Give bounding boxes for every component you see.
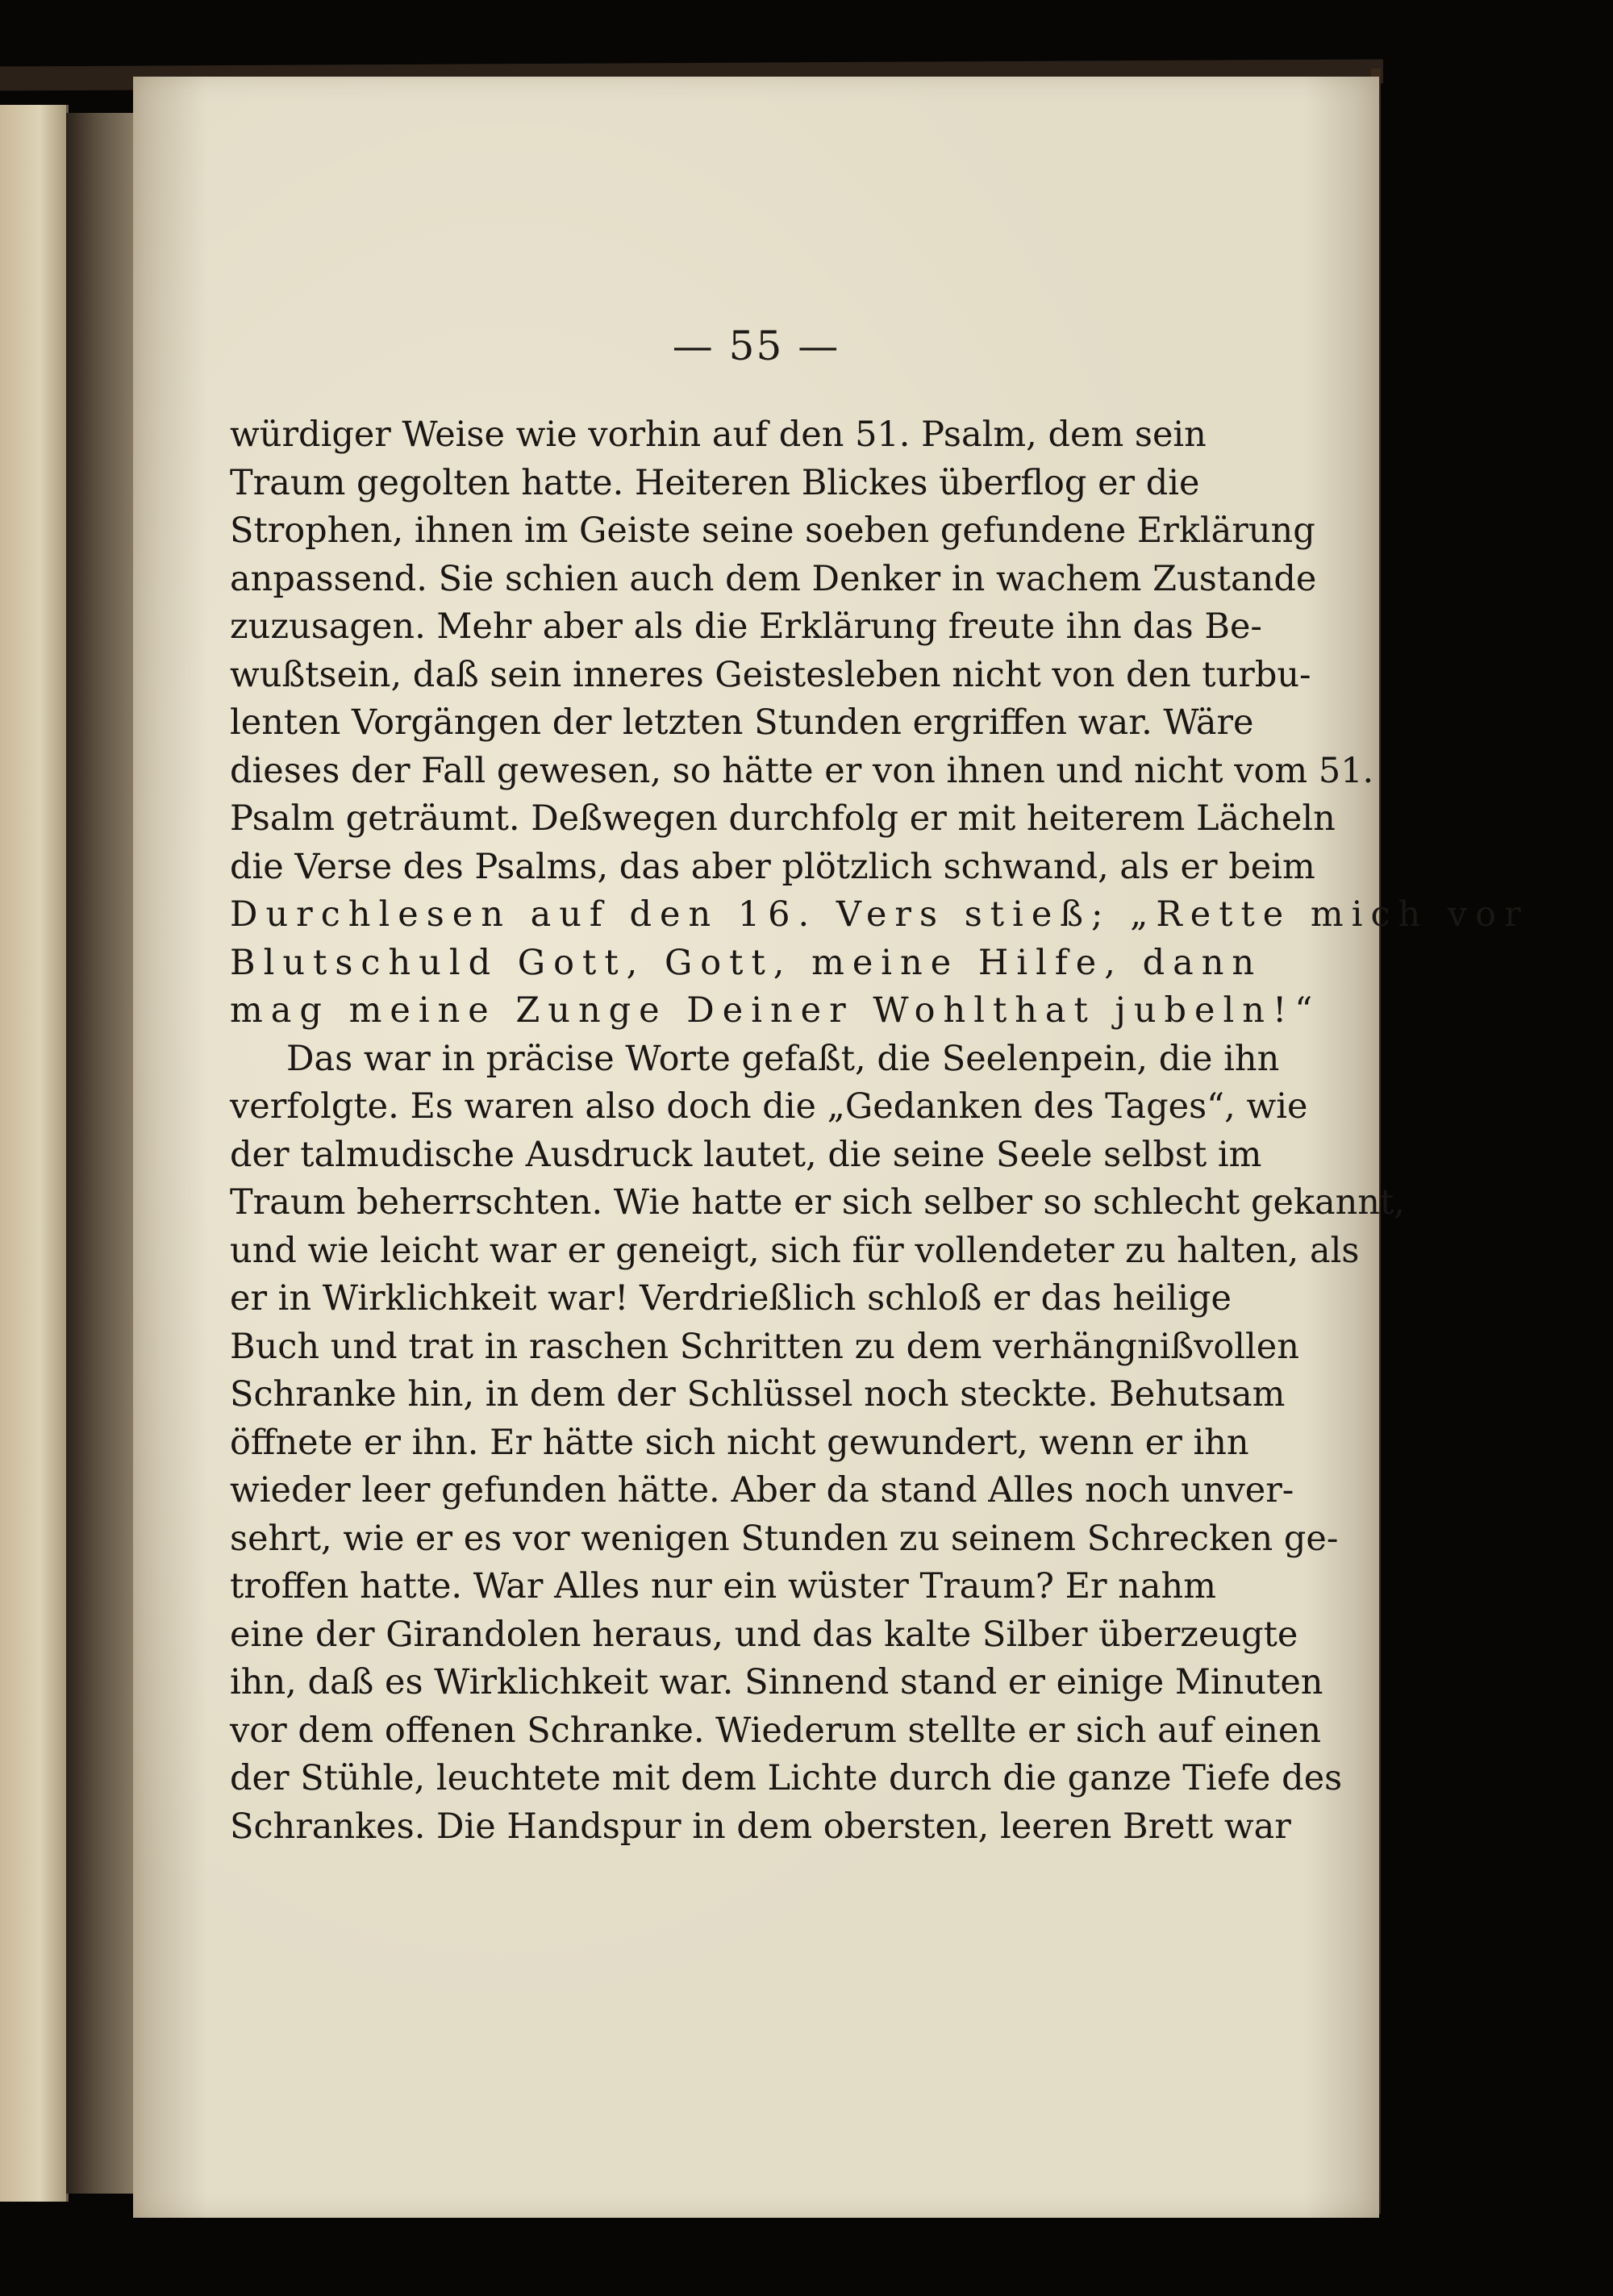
text-line: Schranke hin, in dem der Schlüssel noch steckte. Behutsam xyxy=(230,1374,1286,1415)
text-line: Strophen, ihnen im Geiste seine soeben gefundene Erklärung xyxy=(230,510,1315,551)
text-line: vor dem offenen Schranke. Wiederum stellte er sich auf einen xyxy=(230,1710,1322,1751)
text-line: Das war in präcise Worte gefaßt, die Seelenpein, die ihn xyxy=(286,1038,1280,1079)
text-line: mag meine Zunge Deiner Wohlthat jubeln!“ xyxy=(230,990,1321,1031)
text-line: der talmudische Ausdruck lautet, die seine Seele selbst im xyxy=(230,1134,1262,1175)
book-gutter xyxy=(66,113,139,2194)
text-line: sehrt, wie er es vor wenigen Stunden zu seinem Schrecken ge- xyxy=(230,1518,1339,1559)
page-number: — 55 — xyxy=(672,323,840,369)
text-line: würdiger Weise wie vorhin auf den 51. Psalm, dem sein xyxy=(230,415,1207,455)
text-line: verfolgte. Es waren also doch die „Gedanken des Tages“, wie xyxy=(230,1086,1308,1127)
text-line: Blutschuld Gott, Gott, meine Hilfe, dann xyxy=(230,942,1263,983)
book-page xyxy=(133,77,1529,2218)
text-line: lenten Vorgängen der letzten Stunden ergriffen war. Wäre xyxy=(230,702,1254,743)
left-page-strip xyxy=(0,105,69,2202)
text-line: Traum beherrschten. Wie hatte er sich selber so schlecht gekannt, xyxy=(230,1182,1405,1223)
text-line: und wie leicht war er geneigt, sich für vollendeter zu halten, als xyxy=(230,1230,1360,1271)
text-line: dieses der Fall gewesen, so hätte er von ihnen und nicht vom 51. xyxy=(230,750,1374,791)
text-line: er in Wirklichkeit war! Verdrießlich schloß er das heilige xyxy=(230,1278,1232,1319)
text-line: die Verse des Psalms, das aber plötzlich schwand, als er beim xyxy=(230,846,1315,887)
page-text xyxy=(230,411,1529,1851)
text-line: wußtsein, daß sein inneres Geistesleben nicht von den turbu- xyxy=(230,654,1311,695)
text-line: eine der Girandolen heraus, und das kalte Silber überzeugte xyxy=(230,1614,1298,1655)
text-line: Durchlesen auf den 16. Vers stieß; „Rette mich vor xyxy=(230,894,1529,935)
text-line: Traum gegolten hatte. Heiteren Blickes überflog er die xyxy=(230,462,1200,503)
text-line: Psalm geträumt. Deßwegen durchfolg er mit heiterem Lächeln xyxy=(230,798,1336,839)
text-line: Schrankes. Die Handspur in dem obersten, leeren Brett war xyxy=(230,1806,1291,1847)
text-line: ihn, daß es Wirklichkeit war. Sinnend stand er einige Minuten xyxy=(230,1662,1323,1702)
text-line: anpassend. Sie schien auch dem Denker in wachem Zustande xyxy=(230,558,1317,599)
text-line: troffen hatte. War Alles nur ein wüster Traum? Er nahm xyxy=(230,1566,1216,1606)
text-line: zuzusagen. Mehr aber als die Erklärung freute ihn das Be- xyxy=(230,606,1262,647)
text-line: der Stühle, leuchtete mit dem Lichte durch die ganze Tiefe des xyxy=(230,1758,1343,1798)
text-line: Buch und trat in raschen Schritten zu dem verhängnißvollen xyxy=(230,1326,1299,1367)
text-line: öffnete er ihn. Er hätte sich nicht gewundert, wenn er ihn xyxy=(230,1422,1249,1463)
text-line: wieder leer gefunden hätte. Aber da stand Alles noch unver- xyxy=(230,1470,1294,1511)
